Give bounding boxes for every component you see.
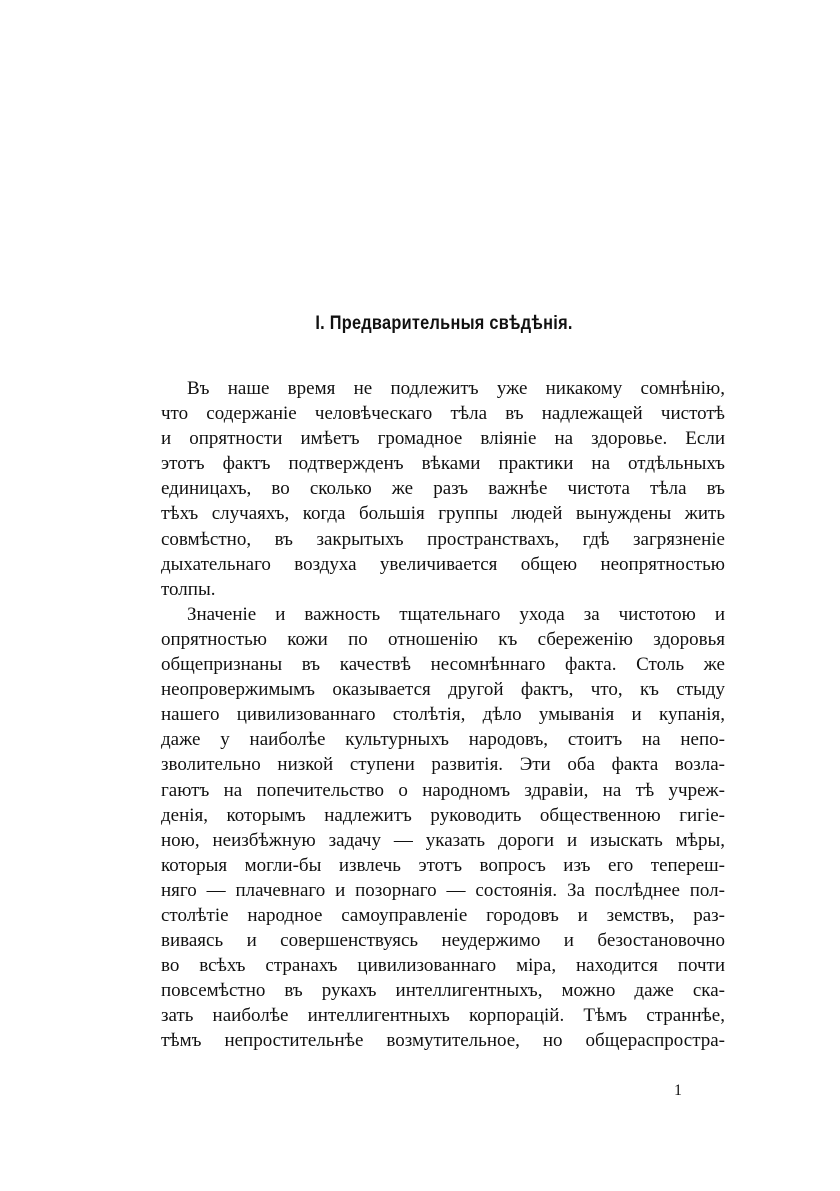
text-line: столѣтіе народное самоуправленіе городовъ и земствъ, раз- [161, 904, 725, 926]
text-line: общепризнаны въ качествѣ несомнѣннаго факта. Столь же [161, 654, 725, 676]
text-line: тѣхъ случаяхъ, когда большія группы людей вынуждены жить [161, 503, 725, 525]
paragraph-1 [161, 376, 725, 602]
text-line: дыхательнаго воздуха увеличивается общею неопрятностью [161, 553, 725, 575]
text-line: зать наиболѣе интеллигентныхъ корпорацій. Тѣмъ страннѣе, [161, 1005, 725, 1027]
page-number: 1 [674, 1082, 682, 1099]
text-line: которыя могли-бы извлечь этотъ вопросъ изъ его теперeш- [161, 854, 725, 876]
text-line: толпы. [161, 578, 216, 600]
chapter-title: I. Предварительныя свѣдѣнія. [315, 313, 573, 334]
text-line: совмѣстно, въ закрытыхъ пространствахъ, гдѣ загрязненіе [161, 528, 725, 550]
text-line: повсемѣстно въ рукахъ интеллигентныхъ, можно даже ска- [161, 980, 725, 1002]
text-line: тѣмъ непростительнѣе возмутительное, но общераспростра- [161, 1030, 725, 1052]
text-line: опрятностью кожи по отношенію къ сбереженію здоровья [161, 628, 725, 650]
body-text [161, 376, 725, 1054]
text-line: виваясь и совершенствуясь неудержимо и безостановочно [161, 930, 725, 952]
text-line: неопровержимымъ оказывается другой фактъ, что, къ стыду [161, 679, 725, 701]
text-line: во всѣхъ странахъ цивилизованнаго міра, находится почти [161, 955, 725, 977]
text-line: зволительно низкой ступени развитія. Эти оба факта возла- [161, 754, 725, 776]
text-line: этотъ фактъ подтвержденъ вѣками практики на отдѣльныхъ [161, 453, 725, 475]
text-line: гаютъ на попечительство о народномъ здравіи, на тѣ учреж- [161, 779, 725, 801]
text-line: ною, неизбѣжную задачу — указать дороги и изыскать мѣры, [161, 829, 725, 851]
text-line: нашего цивилизованнаго столѣтія, дѣло умыванія и купанія, [161, 704, 725, 726]
text-line: денія, которымъ надлежитъ руководить общественною гигіе- [161, 804, 725, 826]
paragraph-2 [161, 602, 725, 1054]
text-line: няго — плачевнаго и позорнаго — состоянія. За послѣднее пол- [161, 879, 725, 901]
text-line: Значеніе и важность тщательнаго ухода за чистотою и [187, 603, 725, 625]
text-line: что содержаніе человѣческаго тѣла въ надлежащей чистотѣ [161, 403, 725, 425]
text-line: и опрятности имѣетъ громадное вліяніе на здоровье. Если [161, 428, 725, 450]
text-line: даже у наиболѣе культурныхъ народовъ, стоитъ на непо- [161, 729, 725, 751]
text-line: единицахъ, во сколько же разъ важнѣе чистота тѣла въ [161, 478, 725, 500]
text-line: Въ наше время не подлежитъ уже никакому сомнѣнію, [187, 378, 725, 399]
